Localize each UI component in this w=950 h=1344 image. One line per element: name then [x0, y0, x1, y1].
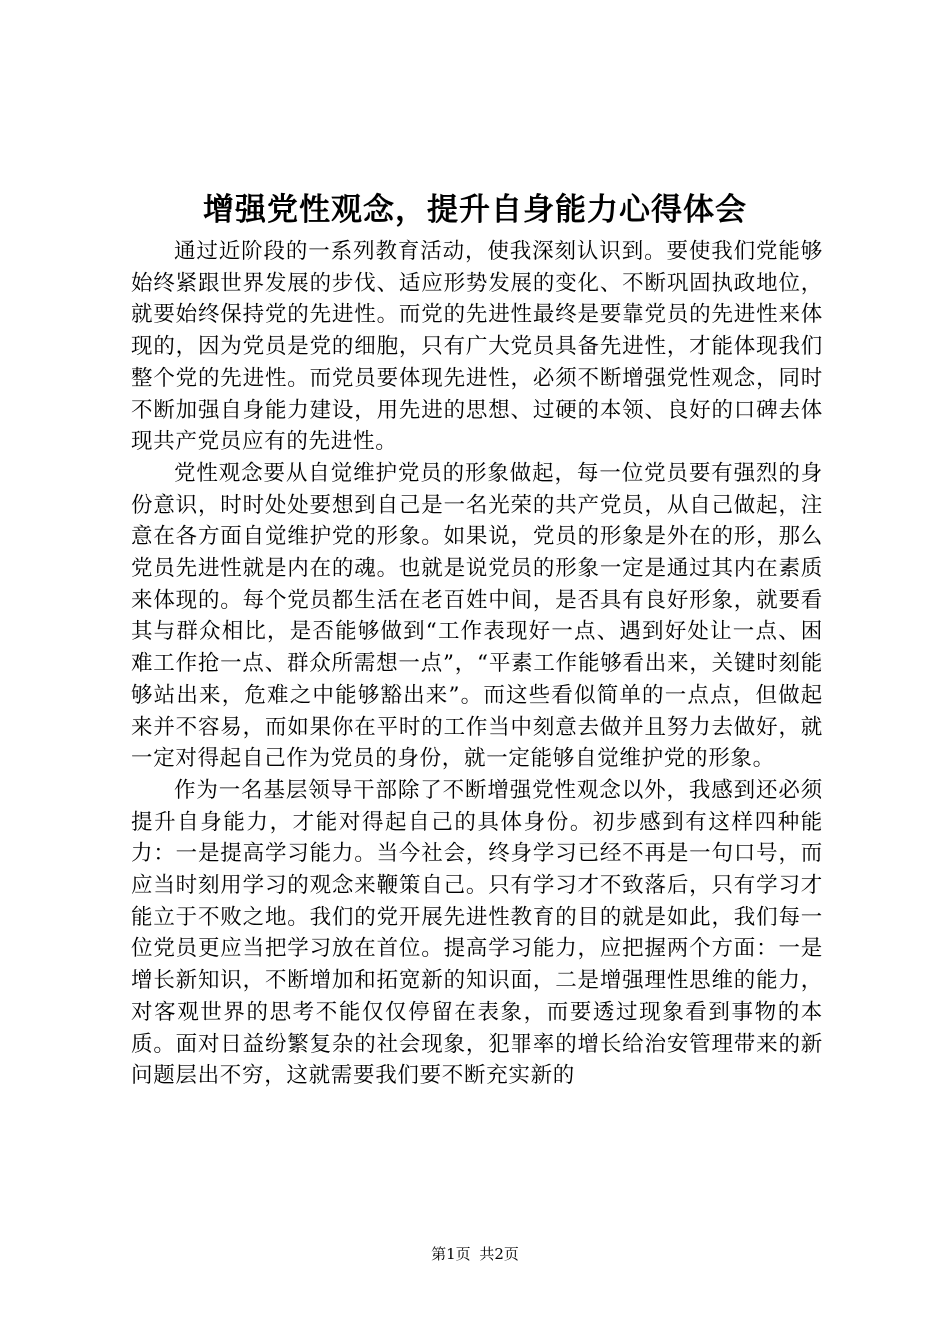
paragraph: 作为一名基层领导干部除了不断增强党性观念以外，我感到还必须提升自身能力，才能对得起自己的具体身份。初步感到有这样四种能力：一是提高学习能力。当今社会，终身学习已经不再是一句口号，而应当时刻用学习的观念来鞭策自己。只有学习才不致落后，只有学习才能立于不败之地。我们的党开展先进性教育的目的就是如此，我们每一位党员更应当把学习放在首位。提高学习能力，应把握两个方面：一是增长新知识，不断增加和拓宽新的知识面，二是增强理性思维的能力，对客观世界的思考不能仅仅停留在表象，而要透过现象看到事物的本质。面对日益纷繁复杂的社会现象，犯罪率的增长给治安管理带来的新问题层出不穷，这就需要我们要不断充实新的	[131, 777, 823, 1089]
page-number: 第1页	[431, 1245, 471, 1263]
document-body	[131, 236, 823, 1092]
page-total: 共2页	[479, 1245, 519, 1263]
document-title: 增强党性观念，提升自身能力心得体会	[203, 192, 747, 228]
paragraph: 党性观念要从自觉维护党员的形象做起，每一位党员要有强烈的身份意识，时时处处要想到自己是一名光荣的共产党员，从自己做起，注意在各方面自觉维护党的形象。如果说，党员的形象是外在的形，那么党员先进性就是内在的魂。也就是说党员的形象一定是通过其内在素质来体现的。每个党员都生活在老百姓中间，是否具有良好形象，就要看其与群众相比，是否能够做到“工作表现好一点、遇到好处让一点、困难工作抢一点、群众所需想一点”，“平素工作能够看出来，关键时刻能够站出来，危难之中能够豁出来”。而这些看似简单的一点点，但做起来并不容易，而如果你在平时的工作当中刻意去做并且努力去做好，就一定对得起自己作为党员的身份，就一定能够自觉维护党的形象。	[131, 460, 823, 772]
page-footer	[0, 1244, 950, 1264]
paragraph: 通过近阶段的一系列教育活动，使我深刻认识到。要使我们党能够始终紧跟世界发展的步伐、适应形势发展的变化、不断巩固执政地位，就要始终保持党的先进性。而党的先进性最终是要靠党员的先进性来体现的，因为党员是党的细胞，只有广大党员具备先进性，才能体现我们整个党的先进性。而党员要体现先进性，必须不断增强党性观念，同时不断加强自身能力建设，用先进的思想、过硬的本领、良好的口碑去体现共产党员应有的先进性。	[131, 239, 823, 455]
